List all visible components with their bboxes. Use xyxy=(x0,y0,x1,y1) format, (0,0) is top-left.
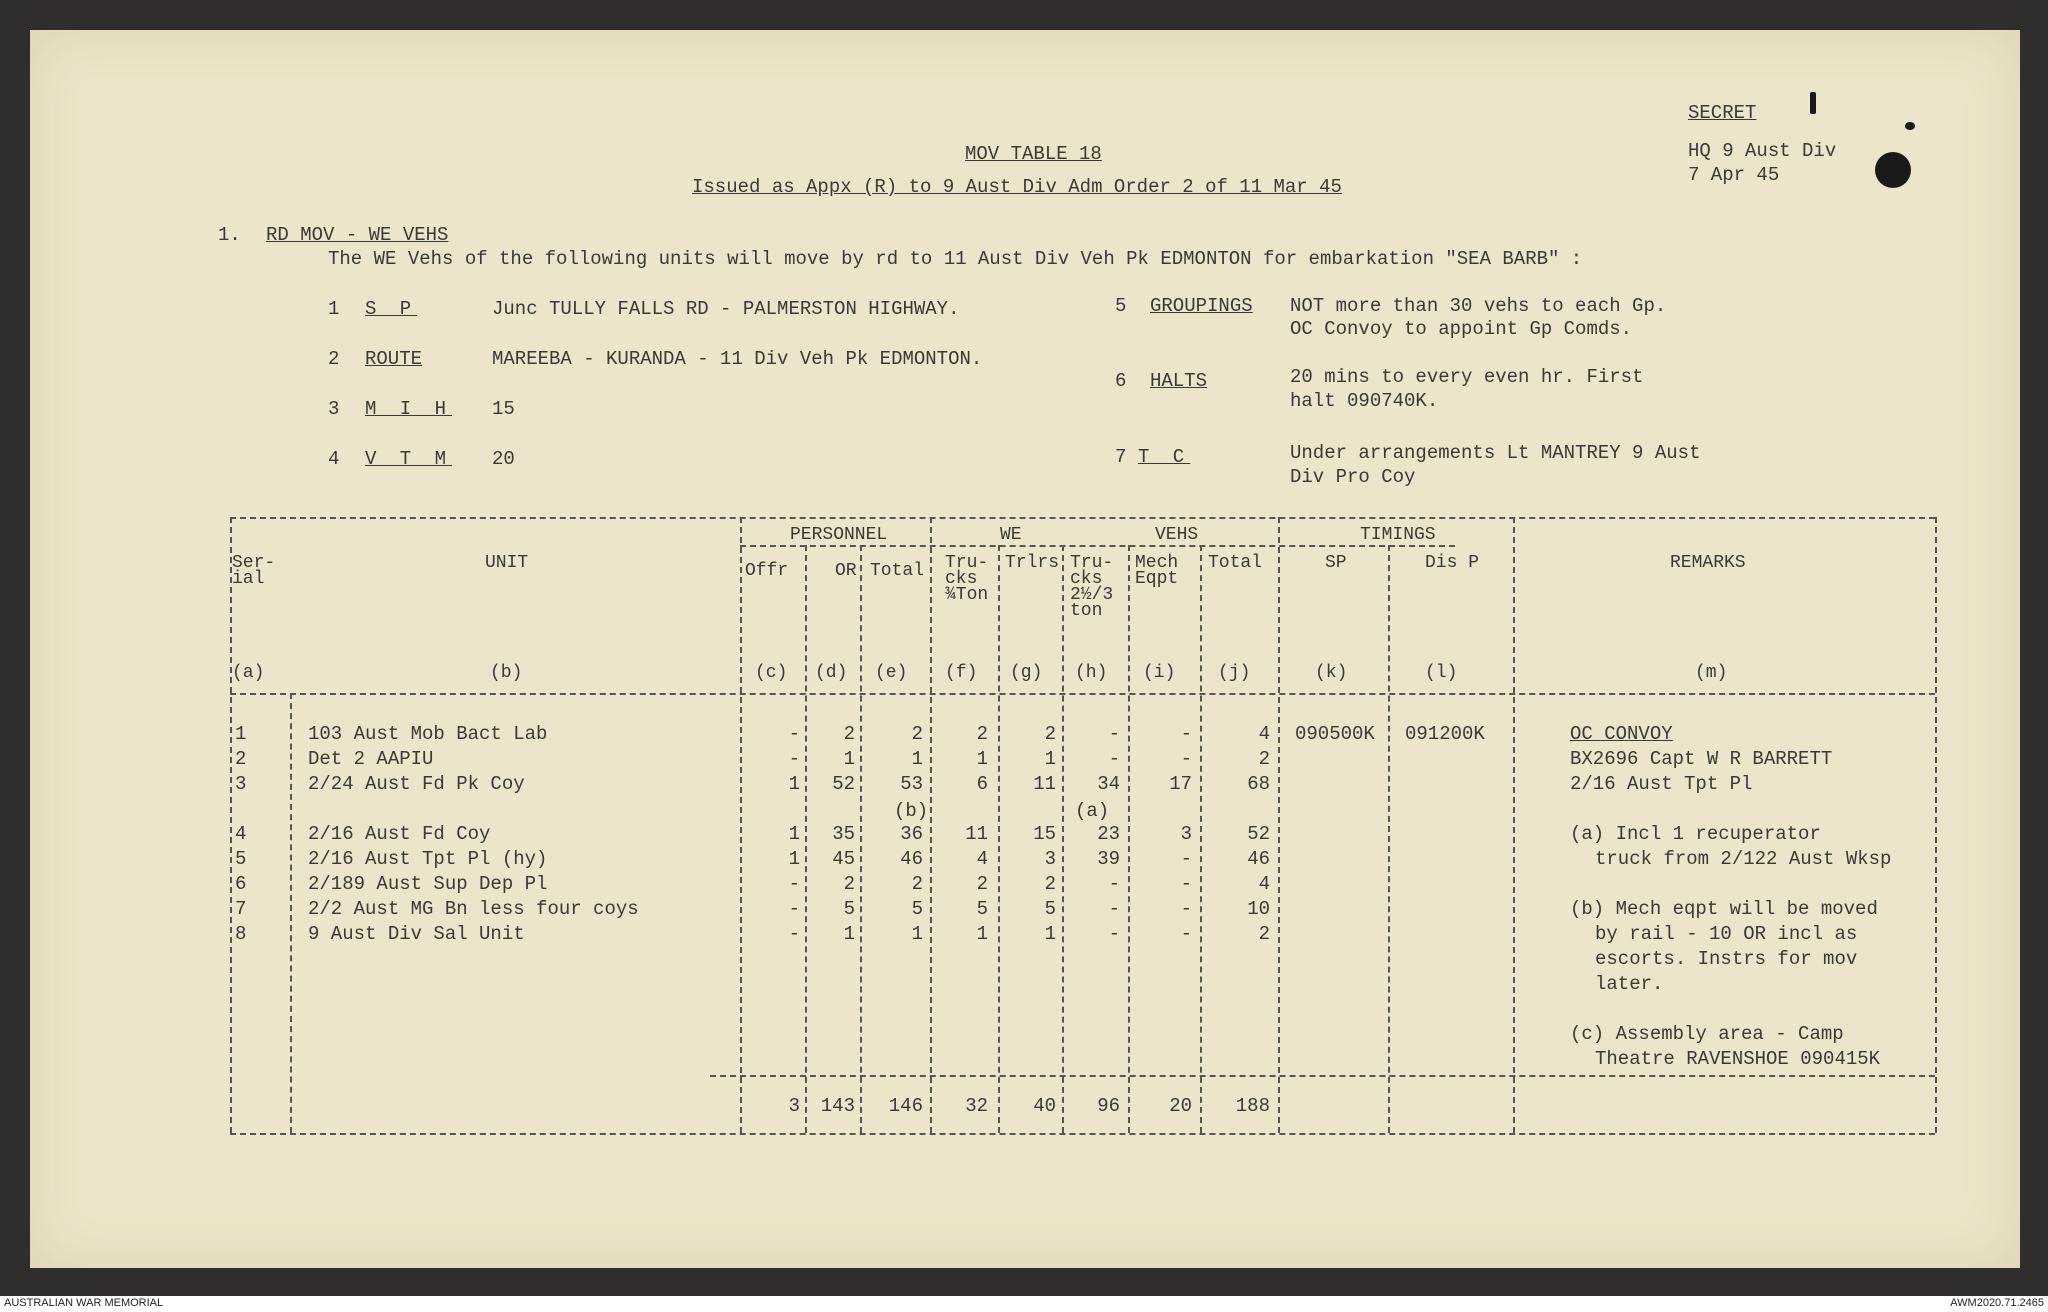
group-header-remarks: REMARKS xyxy=(1670,553,1746,573)
col-header-serial: Ser- ial xyxy=(232,553,276,589)
total-trlrs: 40 xyxy=(1033,1095,1056,1117)
table-cell-vtotal: 4 xyxy=(1258,873,1270,895)
table-cell-vtotal: 2 xyxy=(1258,923,1270,945)
table-cell-or: 5 xyxy=(843,898,855,920)
table-cell-total: 2 xyxy=(911,723,923,745)
table-cell-tr3: 34 xyxy=(1097,773,1120,795)
table-cell-tr3: - xyxy=(1108,898,1120,920)
item-num: 6 xyxy=(1115,370,1127,392)
col-header-trucks-3: Tru- cks 2½/3 ton xyxy=(1070,553,1114,621)
col-letter: (j) xyxy=(1218,663,1251,683)
total-offr: 3 xyxy=(788,1095,800,1117)
table-cell-vtotal: 52 xyxy=(1247,823,1270,845)
movement-table xyxy=(230,515,1950,1135)
col-letter: (k) xyxy=(1315,663,1348,683)
remarks-c1: (c) Assembly area - Camp xyxy=(1570,1023,1844,1045)
group-header-timings: TIMINGS xyxy=(1360,525,1436,545)
item-text-route: MAREEBA - KURANDA - 11 Div Veh Pk EDMONTON. xyxy=(492,348,983,370)
table-cell-trq: 4 xyxy=(976,848,988,870)
col-header-trucks-qtr: Tru- cks ¾Ton xyxy=(945,553,989,605)
table-cell-unit: 103 Aust Mob Bact Lab xyxy=(308,723,548,745)
remarks-b2: by rail - 10 OR incl as xyxy=(1595,923,1858,945)
table-cell-total: 46 xyxy=(900,848,923,870)
document-page xyxy=(30,30,2020,1268)
item-num: 1 xyxy=(328,298,340,320)
table-cell-serial: 1 xyxy=(235,723,247,745)
total-total: 146 xyxy=(888,1095,923,1117)
col-letter: (h) xyxy=(1075,663,1108,683)
table-cell-or: 2 xyxy=(843,723,855,745)
section-title: RD MOV - WE VEHS xyxy=(266,224,449,246)
table-cell-trq: 2 xyxy=(976,873,988,895)
col-header-mech: Mech Eqpt xyxy=(1135,553,1179,589)
remarks-c2: Theatre RAVENSHOE 090415K xyxy=(1595,1048,1881,1070)
remarks-a1: (a) Incl 1 recuperator xyxy=(1570,823,1821,845)
table-cell-trlrs: 3 xyxy=(1044,848,1056,870)
table-cell-unit: 2/189 Aust Sup Dep Pl xyxy=(308,873,548,895)
table-cell-trlrs: 5 xyxy=(1044,898,1056,920)
col-header-veh-total: Total xyxy=(1208,553,1263,573)
col-letter: (f) xyxy=(945,663,978,683)
total-veh-total: 188 xyxy=(1235,1095,1270,1117)
col-letter: (b) xyxy=(490,663,523,683)
table-cell-serial: 2 xyxy=(235,748,247,770)
table-cell-total: 1 xyxy=(911,923,923,945)
remarks-b4: later. xyxy=(1595,973,1664,995)
row-note-a: (a) xyxy=(1075,800,1110,822)
table-cell-total: 53 xyxy=(900,773,923,795)
table-cell-offr: - xyxy=(788,748,800,770)
table-cell-serial: 4 xyxy=(235,823,247,845)
table-cell-serial: 8 xyxy=(235,923,247,945)
remarks-b3: escorts. Instrs for mov xyxy=(1595,948,1858,970)
table-cell-vtotal: 68 xyxy=(1247,773,1270,795)
group-header-we: WE xyxy=(1000,525,1022,545)
table-cell-or: 2 xyxy=(843,873,855,895)
table-cell-serial: 6 xyxy=(235,873,247,895)
group-header-vehs: VEHS xyxy=(1155,525,1199,545)
table-cell-mech: - xyxy=(1180,923,1192,945)
table-cell-or: 52 xyxy=(832,773,855,795)
footer-right: AWM2020.71.2465 xyxy=(1950,1297,2044,1309)
table-cell-trq: 6 xyxy=(976,773,988,795)
table-cell-mech: - xyxy=(1180,848,1192,870)
hq-line: HQ 9 Aust Div xyxy=(1688,140,1837,162)
table-cell-total: 36 xyxy=(900,823,923,845)
table-cell-mech: - xyxy=(1180,898,1192,920)
table-cell-trq: 2 xyxy=(976,723,988,745)
table-cell-or: 1 xyxy=(843,923,855,945)
table-cell-or: 1 xyxy=(843,748,855,770)
table-cell-offr: 1 xyxy=(788,823,800,845)
col-header-trlrs: Trlrs xyxy=(1005,553,1060,573)
group-header-personnel: PERSONNEL xyxy=(790,525,888,545)
secret-marking: SECRET xyxy=(1688,102,1757,124)
item-label-groupings: GROUPINGS xyxy=(1150,295,1253,317)
item-label-sp: S P xyxy=(365,298,418,320)
table-cell-tr3: - xyxy=(1108,723,1120,745)
table-cell-unit: 2/16 Aust Fd Coy xyxy=(308,823,491,845)
col-header-sp: SP xyxy=(1325,553,1347,573)
table-cell-offr: - xyxy=(788,898,800,920)
table-cell-tr3: - xyxy=(1108,923,1120,945)
table-cell-trq: 1 xyxy=(976,923,988,945)
item-text-sp: Junc TULLY FALLS RD - PALMERSTON HIGHWAY. xyxy=(492,298,960,320)
table-cell-mech: 17 xyxy=(1169,773,1192,795)
table-cell-mech: - xyxy=(1180,873,1192,895)
col-letter: (c) xyxy=(755,663,788,683)
item-num: 7 xyxy=(1115,446,1127,468)
table-cell-serial: 7 xyxy=(235,898,247,920)
table-cell-total: 2 xyxy=(911,873,923,895)
doc-subtitle: Issued as Appx (R) to 9 Aust Div Adm Order 2 of 11 Mar 45 xyxy=(692,176,1342,198)
section-number: 1. xyxy=(218,224,241,246)
halts-line2: halt 090740K. xyxy=(1290,390,1439,412)
ink-blot xyxy=(1875,152,1911,188)
col-letter: (i) xyxy=(1143,663,1176,683)
footer-left: AUSTRALIAN WAR MEMORIAL xyxy=(4,1297,164,1309)
col-letter: (a) xyxy=(232,663,265,683)
doc-title: MOV TABLE 18 xyxy=(965,143,1102,165)
table-cell-offr: 1 xyxy=(788,848,800,870)
row-note-b: (b) xyxy=(894,800,929,822)
archive-footer xyxy=(0,1296,2048,1312)
item-text-vtm: 20 xyxy=(492,448,515,470)
col-header-offr: Offr xyxy=(745,561,789,581)
sp-time: 090500K xyxy=(1295,723,1375,745)
ink-mark xyxy=(1905,122,1915,130)
table-cell-trlrs: 1 xyxy=(1044,748,1056,770)
item-text-mih: 15 xyxy=(492,398,515,420)
item-num: 5 xyxy=(1115,295,1127,317)
table-cell-trlrs: 1 xyxy=(1044,923,1056,945)
table-cell-unit: 2/16 Aust Tpt Pl (hy) xyxy=(308,848,548,870)
tc-line2: Div Pro Coy xyxy=(1290,466,1416,488)
item-label-mih: M I H xyxy=(365,398,453,420)
tc-line1: Under arrangements Lt MANTREY 9 Aust xyxy=(1290,442,1701,464)
table-cell-mech: 3 xyxy=(1180,823,1192,845)
table-cell-tr3: - xyxy=(1108,873,1120,895)
remarks-b1: (b) Mech eqpt will be moved xyxy=(1570,898,1878,920)
table-cell-unit: Det 2 AAPIU xyxy=(308,748,434,770)
table-cell-total: 1 xyxy=(911,748,923,770)
col-letter: (m) xyxy=(1695,663,1728,683)
table-cell-trq: 1 xyxy=(976,748,988,770)
disp-time: 091200K xyxy=(1405,723,1485,745)
table-cell-trq: 5 xyxy=(976,898,988,920)
table-cell-tr3: 39 xyxy=(1097,848,1120,870)
item-label-halts: HALTS xyxy=(1150,370,1208,392)
total-mech: 20 xyxy=(1169,1095,1192,1117)
total-trucks-qtr: 32 xyxy=(965,1095,988,1117)
table-cell-trq: 11 xyxy=(965,823,988,845)
groupings-line1: NOT more than 30 vehs to each Gp. xyxy=(1290,295,1667,317)
table-cell-trlrs: 2 xyxy=(1044,723,1056,745)
date-line: 7 Apr 45 xyxy=(1688,164,1780,186)
col-header-disp: Dis P xyxy=(1425,553,1480,573)
col-header-or: OR xyxy=(835,561,857,581)
table-cell-tr3: 23 xyxy=(1097,823,1120,845)
table-cell-unit: 2/24 Aust Fd Pk Coy xyxy=(308,773,525,795)
remarks-oc: OC CONVOY xyxy=(1570,723,1673,745)
table-cell-vtotal: 4 xyxy=(1258,723,1270,745)
remarks-oc-unit: 2/16 Aust Tpt Pl xyxy=(1570,773,1753,795)
col-letter: (l) xyxy=(1425,663,1458,683)
table-cell-tr3: - xyxy=(1108,748,1120,770)
table-cell-vtotal: 10 xyxy=(1247,898,1270,920)
remarks-a2: truck from 2/122 Aust Wksp xyxy=(1595,848,1892,870)
table-cell-offr: - xyxy=(788,873,800,895)
col-letter: (d) xyxy=(815,663,848,683)
intro-text: The WE Vehs of the following units will move by rd to 11 Aust Div Veh Pk EDMONTON for embarkation "SEA BARB" : xyxy=(328,248,1583,270)
table-cell-offr: - xyxy=(788,923,800,945)
table-cell-unit: 2/2 Aust MG Bn less four coys xyxy=(308,898,639,920)
remarks-oc-name: BX2696 Capt W R BARRETT xyxy=(1570,748,1833,770)
table-cell-vtotal: 46 xyxy=(1247,848,1270,870)
table-cell-total: 5 xyxy=(911,898,923,920)
item-label-tc: T C xyxy=(1138,446,1191,468)
col-letter: (g) xyxy=(1010,663,1043,683)
table-cell-or: 45 xyxy=(832,848,855,870)
item-num: 2 xyxy=(328,348,340,370)
halts-line1: 20 mins to every even hr. First xyxy=(1290,366,1644,388)
col-letter: (e) xyxy=(875,663,908,683)
table-cell-serial: 3 xyxy=(235,773,247,795)
item-label-route: ROUTE xyxy=(365,348,423,370)
col-header-unit: UNIT xyxy=(485,553,529,573)
item-num: 4 xyxy=(328,448,340,470)
groupings-line2: OC Convoy to appoint Gp Comds. xyxy=(1290,318,1633,340)
table-cell-trlrs: 2 xyxy=(1044,873,1056,895)
table-cell-offr: 1 xyxy=(788,773,800,795)
item-num: 3 xyxy=(328,398,340,420)
table-cell-vtotal: 2 xyxy=(1258,748,1270,770)
col-header-total: Total xyxy=(870,561,925,581)
table-cell-trlrs: 15 xyxy=(1033,823,1056,845)
table-cell-serial: 5 xyxy=(235,848,247,870)
total-or: 143 xyxy=(820,1095,855,1117)
table-cell-trlrs: 11 xyxy=(1033,773,1056,795)
table-cell-mech: - xyxy=(1180,723,1192,745)
total-trucks-3: 96 xyxy=(1097,1095,1120,1117)
item-label-vtm: V T M xyxy=(365,448,453,470)
table-cell-unit: 9 Aust Div Sal Unit xyxy=(308,923,525,945)
table-cell-mech: - xyxy=(1180,748,1192,770)
ink-mark xyxy=(1810,92,1816,114)
table-cell-or: 35 xyxy=(832,823,855,845)
table-cell-offr: - xyxy=(788,723,800,745)
